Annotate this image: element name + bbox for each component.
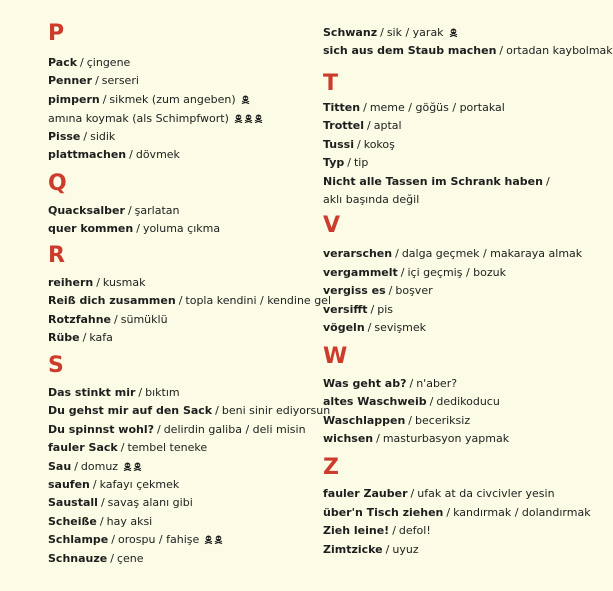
separator: /	[395, 247, 399, 260]
glossary-entry	[48, 423, 306, 437]
glossary-entry	[48, 112, 264, 127]
turkish-translation: bıktım	[145, 386, 180, 399]
german-term: Trottel	[323, 119, 365, 132]
glossary-entry	[323, 414, 470, 428]
turkish-translation: kafayı çekmek	[99, 478, 180, 491]
offensiveness-rating	[234, 113, 264, 127]
turkish-translation: serseri	[101, 74, 139, 87]
german-term: Waschlappen	[323, 414, 406, 427]
skull-crossbones-icon	[241, 95, 250, 104]
german-term: Schnauze	[48, 552, 108, 565]
german-term: fauler Sack	[48, 441, 118, 454]
turkish-translation: çene	[116, 552, 144, 565]
german-term: Reiß dich zusammen	[48, 294, 176, 307]
glossary-entry	[323, 506, 591, 520]
glossary-entry	[323, 266, 506, 280]
german-term: plattmachen	[48, 148, 127, 161]
section-letter-r: R	[48, 243, 65, 268]
separator: /	[127, 204, 132, 217]
glossary-entry	[48, 294, 331, 308]
separator: /	[215, 404, 219, 417]
turkish-translation: uyuz	[392, 543, 419, 556]
skull-crossbones-icon	[254, 114, 263, 123]
section-letter-q: Q	[48, 171, 67, 196]
turkish-translation: boşver	[395, 284, 433, 297]
turkish-translation: kokoş	[363, 138, 395, 151]
separator: /	[410, 487, 415, 500]
glossary-entry	[48, 56, 130, 70]
offensiveness-rating	[449, 27, 459, 41]
skull-crossbones-icon	[123, 462, 132, 471]
skull-crossbones-icon	[214, 535, 223, 544]
glossary-entry	[323, 487, 555, 501]
separator: /	[429, 395, 434, 408]
turkish-translation: hay aksi	[106, 515, 153, 528]
separator: /	[82, 331, 87, 344]
german-term: versifft	[323, 303, 368, 316]
german-term: Sau	[48, 460, 72, 473]
turkish-translation: içi geçmiş / bozuk	[407, 266, 506, 279]
separator: /	[136, 222, 140, 235]
turkish-translation: domuz	[80, 460, 119, 473]
turkish-translation: dalga geçmek / makaraya almak	[401, 247, 583, 260]
glossary-entry	[48, 441, 207, 455]
separator: /	[357, 138, 361, 151]
turkish-translation: tembel teneke	[127, 441, 208, 454]
separator: /	[385, 543, 390, 556]
turkish-translation: masturbasyon yapmak	[382, 432, 510, 445]
separator: /	[102, 93, 107, 106]
skull-crossbones-icon	[204, 535, 213, 544]
glossary-entry	[48, 496, 193, 510]
glossary-entry	[48, 130, 115, 144]
glossary-entry	[48, 386, 180, 400]
turkish-translation: şarlatan	[134, 204, 180, 217]
separator: /	[99, 515, 104, 528]
glossary-entry	[48, 148, 180, 162]
glossary-entry	[323, 247, 582, 261]
turkish-translation: sümüklü	[120, 313, 168, 326]
glossary-entry	[48, 515, 152, 529]
german-term: altes Waschweib	[323, 395, 427, 408]
separator: /	[95, 74, 99, 87]
glossary-entry	[323, 395, 500, 409]
turkish-translation: orospu / fahişe	[117, 533, 200, 546]
turkish-translation: aklı başında değil	[323, 193, 420, 206]
separator: /	[499, 44, 504, 57]
german-term: sich aus dem Staub machen	[323, 44, 497, 57]
german-term: Tussi	[323, 138, 354, 151]
skull-crossbones-icon	[234, 114, 243, 123]
separator: /	[367, 321, 372, 334]
separator: /	[392, 524, 396, 537]
german-term: Du spinnst wohl?	[48, 423, 154, 436]
german-term: Was geht ab?	[323, 377, 407, 390]
german-term: pimpern	[48, 93, 100, 106]
glossary-entry	[48, 276, 145, 290]
separator: /	[347, 156, 351, 169]
skull-crossbones-icon	[244, 114, 253, 123]
glossary-entry	[323, 175, 553, 189]
german-term: vergiss es	[323, 284, 386, 297]
glossary-entry	[323, 156, 368, 170]
german-term: Pack	[48, 56, 78, 69]
separator: /	[408, 414, 413, 427]
turkish-translation: amına koymak (als Schimpfwort)	[48, 112, 229, 125]
glossary-entry	[323, 543, 419, 557]
separator: /	[80, 56, 84, 69]
separator: /	[96, 276, 100, 289]
german-term: vergammelt	[323, 266, 398, 279]
german-term: Das stinkt mir	[48, 386, 136, 399]
glossary-entry	[48, 331, 113, 345]
german-term: saufen	[48, 478, 90, 491]
german-term: Du gehst mir auf den Sack	[48, 404, 213, 417]
glossary-entry	[48, 533, 224, 548]
glossary-entry	[323, 138, 395, 152]
separator: /	[138, 386, 143, 399]
turkish-translation: sik / yarak	[386, 26, 444, 39]
separator: /	[74, 460, 78, 473]
section-letter-z: Z	[323, 455, 339, 480]
german-term: Nicht alle Tassen im Schrank haben	[323, 175, 543, 188]
skull-crossbones-icon	[133, 462, 142, 471]
section-letter-p: P	[48, 21, 65, 46]
separator: /	[363, 101, 367, 114]
turkish-translation: pis	[377, 303, 394, 316]
german-term: Pisse	[48, 130, 81, 143]
section-letter-w: W	[323, 344, 348, 369]
glossary-entry	[323, 432, 509, 446]
glossary-entry	[323, 101, 505, 115]
separator: /	[111, 533, 115, 546]
turkish-translation: sidik	[90, 130, 116, 143]
glossary-entry	[48, 74, 139, 88]
german-term: Scheiße	[48, 515, 97, 528]
separator: /	[178, 294, 183, 307]
german-term: Zimtzicke	[323, 543, 383, 556]
german-term: Quacksalber	[48, 204, 125, 217]
separator: /	[120, 441, 125, 454]
german-term: wichsen	[323, 432, 374, 445]
section-letter-v: V	[323, 213, 341, 238]
turkish-translation: defol!	[398, 524, 431, 537]
turkish-translation: meme / göğüs / portakal	[369, 101, 505, 114]
glossary-entry	[323, 44, 613, 58]
german-term: Rotzfahne	[48, 313, 112, 326]
separator: /	[388, 284, 393, 297]
separator: /	[156, 423, 161, 436]
glossary-entry	[48, 93, 251, 108]
separator: /	[380, 26, 384, 39]
turkish-translation: yoluma çıkma	[142, 222, 221, 235]
turkish-translation: kusmak	[102, 276, 146, 289]
german-term: Schlampe	[48, 533, 109, 546]
german-term: vögeln	[323, 321, 365, 334]
glossary-entry	[323, 284, 433, 298]
separator: /	[409, 377, 414, 390]
german-term: Schwanz	[323, 26, 378, 39]
separator: /	[129, 148, 133, 161]
turkish-translation: beni sinir ediyorsun	[221, 404, 331, 417]
separator: /	[92, 478, 97, 491]
turkish-translation: sikmek (zum angeben)	[109, 93, 236, 106]
turkish-translation: çingene	[86, 56, 131, 69]
skull-crossbones-icon	[449, 28, 458, 37]
turkish-translation: sevişmek	[374, 321, 427, 334]
glossary-entry	[323, 193, 419, 207]
glossary-entry	[323, 119, 402, 133]
turkish-translation: ortadan kaybolmak	[506, 44, 613, 57]
german-term: Saustall	[48, 496, 98, 509]
glossary-entry	[323, 303, 393, 317]
section-letter-t: T	[323, 71, 339, 96]
turkish-translation: tip	[353, 156, 369, 169]
turkish-translation: delirdin galiba / deli misin	[163, 423, 306, 436]
german-term: Typ	[323, 156, 345, 169]
separator: /	[110, 552, 114, 565]
glossary-entry	[48, 313, 168, 327]
separator: /	[367, 119, 371, 132]
turkish-translation: n'aber?	[416, 377, 458, 390]
turkish-translation: dedikoducu	[436, 395, 500, 408]
separator: /	[446, 506, 451, 519]
turkish-translation: aptal	[373, 119, 402, 132]
section-letter-s: S	[48, 353, 64, 378]
glossary-entry	[323, 524, 431, 538]
offensiveness-rating	[204, 534, 224, 548]
german-term: reihern	[48, 276, 94, 289]
glossary-entry	[48, 404, 330, 418]
glossary-entry	[48, 460, 143, 475]
turkish-translation: dövmek	[135, 148, 180, 161]
german-term: Rübe	[48, 331, 80, 344]
turkish-translation: savaş alanı gibi	[107, 496, 193, 509]
separator: /	[545, 175, 550, 188]
turkish-translation: topla kendini / kendine gel	[185, 294, 332, 307]
glossary-entry	[323, 26, 459, 41]
separator: /	[114, 313, 118, 326]
separator: /	[400, 266, 405, 279]
turkish-translation: ufak at da civcivler yesin	[417, 487, 555, 500]
separator: /	[376, 432, 380, 445]
separator: /	[370, 303, 375, 316]
german-term: Titten	[323, 101, 361, 114]
german-term: Zieh leine!	[323, 524, 390, 537]
german-term: quer kommen	[48, 222, 134, 235]
turkish-translation: beceriksiz	[415, 414, 471, 427]
german-term: fauler Zauber	[323, 487, 408, 500]
offensiveness-rating	[123, 461, 143, 475]
separator: /	[100, 496, 105, 509]
glossary-entry	[48, 204, 180, 218]
glossary-entry	[323, 377, 457, 391]
german-term: Penner	[48, 74, 93, 87]
glossary-entry	[48, 478, 179, 492]
glossary-entry	[48, 222, 220, 236]
turkish-translation: kandırmak / dolandırmak	[453, 506, 591, 519]
offensiveness-rating	[241, 94, 251, 108]
turkish-translation: kafa	[89, 331, 113, 344]
separator: /	[83, 130, 88, 143]
glossary-entry	[48, 552, 144, 566]
glossary-entry	[323, 321, 426, 335]
german-term: über'n Tisch ziehen	[323, 506, 444, 519]
german-term: verarschen	[323, 247, 393, 260]
